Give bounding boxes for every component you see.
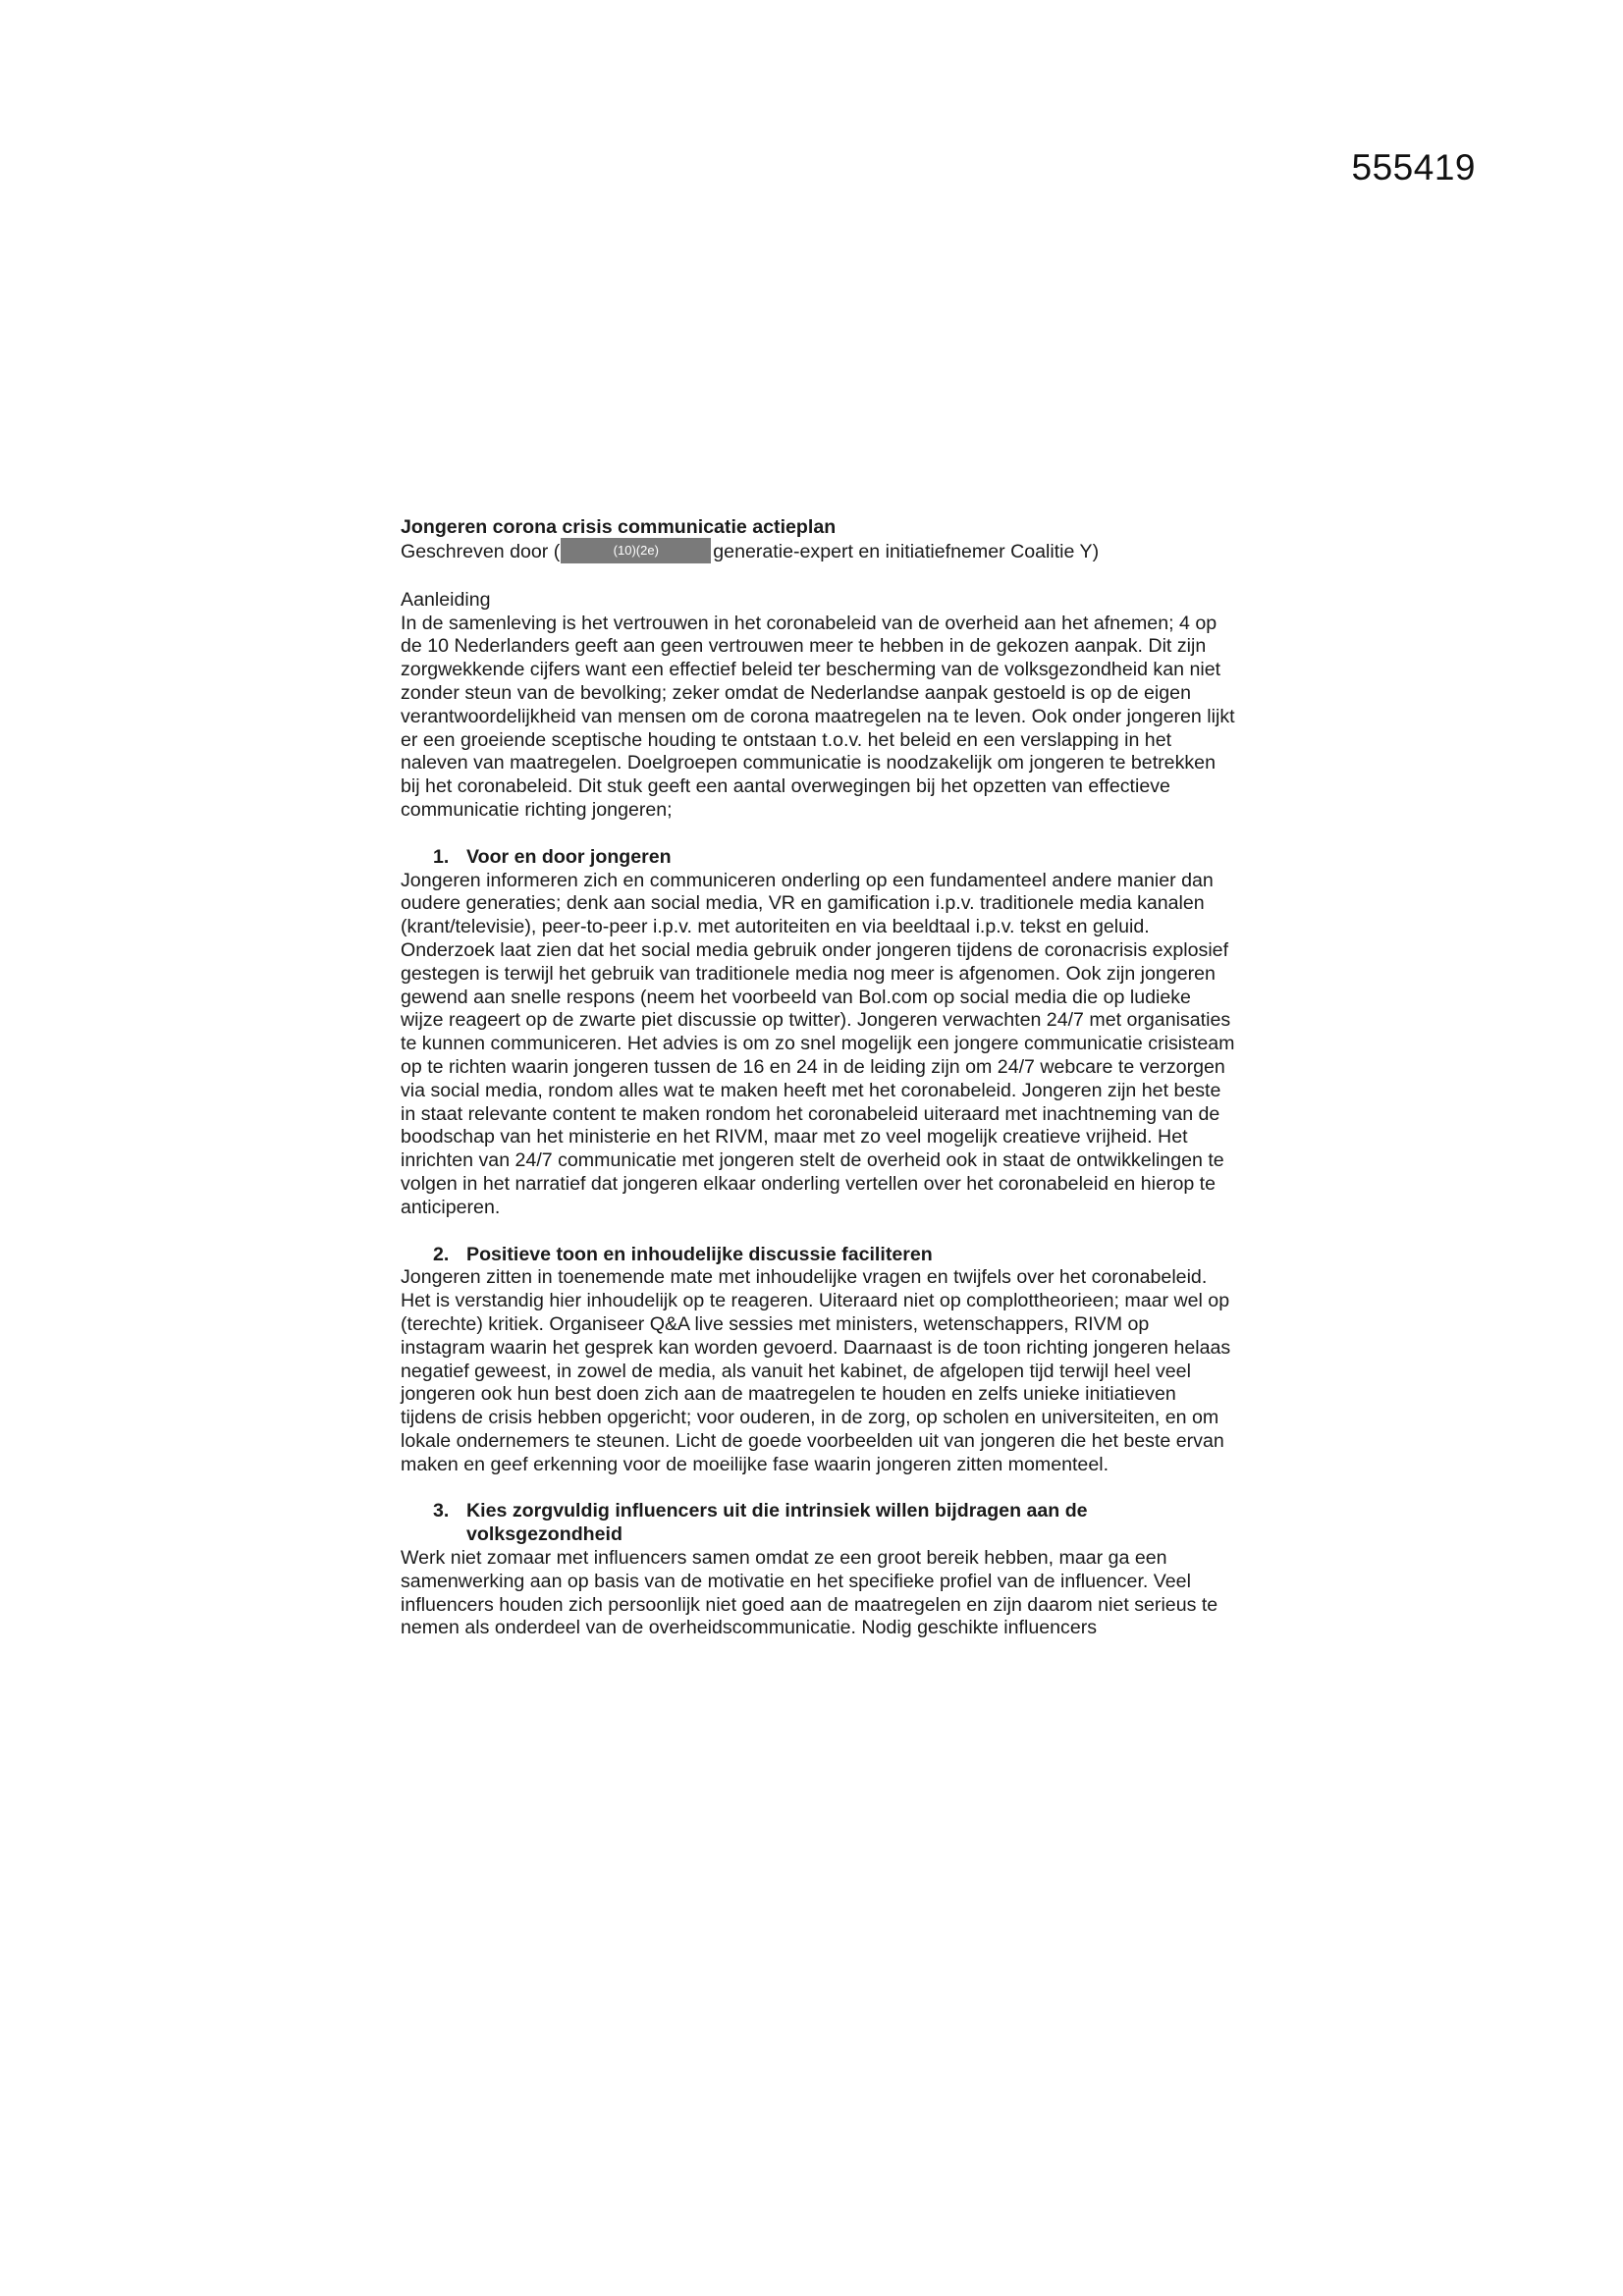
intro-heading: Aanleiding xyxy=(401,588,491,611)
document-id: 555419 xyxy=(1351,147,1476,187)
section-paragraph-1: Jongeren informeren zich en communiceren onderling op een fundamenteel andere manier dan oudere generaties; denk aan social media, VR en gamification i.p.v. traditionele media kanalen (krant/televisie), peer-to-peer i.p.v. met autoriteiten en via beeldtaal i.p.v. tekst en geluid. Onderzoek laat zien dat het social media gebruik onder jongeren tijdens de coronacrisis explosief gestegen is terwijl het gebruik van traditionele media nog meer is afgenomen. Ook zijn jongeren gewend aan snelle respons (neem het voorbeeld van Bol.com op social media die op ludieke wijze reageert op de zwarte piet discussie op twitter). Jongeren verwachten 24/7 met organisaties te kunnen communiceren. Het advies is om zo snel mogelijk een jongere communicatie crisisteam op te richten waarin jongeren tussen de 16 en 24 in de leiding zijn om 24/7 webcare te verzorgen via social media, rondom alles wat te maken heeft met het coronabeleid. Jongeren zijn het beste in staat relevante content te maken rondom het coronabeleid uiteraard met inachtneming van de boodschap van het ministerie en het RIVM, maar met zo veel mogelijk creatieve vrijheid. Het inrichten van 24/7 communicatie met jongeren stelt de overheid ook in staat de ontwikkelingen te volgen in het narratief dat jongeren elkaar onderling vertellen over het coronabeleid en hierop te anticiperen. xyxy=(401,869,1235,1218)
document-body xyxy=(401,516,1235,1640)
section-heading-1 xyxy=(401,846,1235,870)
section-heading-3 xyxy=(401,1500,1235,1547)
author-line xyxy=(401,540,1235,565)
section-paragraph-2: Jongeren zitten in toenemende mate met inhoudelijke vragen en twijfels over het coronabeleid. Het is verstandig hier inhoudelijk op te reageren. Uiteraard niet op complottheorieen; maar wel op (terechte) kritiek. Organiseer Q&A live sessies met ministers, wetenschappers, RIVM op instagram waarin het gesprek kan worden gevoerd. Daarnaast is de toon richting jongeren helaas negatief geweest, in zowel de media, als vanuit het kabinet, de afgelopen tijd terwijl heel veel jongeren ook hun best doen zich aan de maatregelen te houden en zelfs unieke initiatieven tijdens de crisis hebben opgericht; voor ouderen, in de zorg, op scholen en universiteiten, en om lokale ondernemers te steunen. Licht de goede voorbeelden uit van jongeren die het beste ervan maken en geef erkenning voor de moeilijke fase waarin jongeren zitten momenteel. xyxy=(401,1266,1231,1475)
section-title-2: Positieve toon en inhoudelijke discussie faciliteren xyxy=(466,1243,933,1265)
section-title-1: Voor en door jongeren xyxy=(466,845,672,868)
intro-paragraph: In de samenleving is het vertrouwen in het coronabeleid van de overheid aan het afnemen; 4 op de 10 Nederlanders geeft aan geen vertrouwen meer te hebben in de gekozen aanpak. Dit zijn zorgwekkende cijfers want een effectief beleid ter bescherming van de volksgezondheid kan niet zonder steun van de bevolking; zeker omdat de Nederlandse aanpak gestoeld is op de eigen verantwoordelijkheid van mensen om de corona maatregelen na te leven. Ook onder jongeren lijkt er een groeiende sceptische houding te ontstaan t.o.v. het beleid en een verslapping in het naleven van maatregelen. Doelgroepen communicatie is noodzakelijk om jongeren te betrekken bij het coronabeleid. Dit stuk geeft een aantal overwegingen bij het opzetten van effectieve communicatie richting jongeren; xyxy=(401,612,1235,821)
author-suffix: generatie-expert en initiatiefnemer Coalitie Y) xyxy=(713,540,1100,562)
document-title: Jongeren corona crisis communicatie actieplan xyxy=(401,516,837,538)
section-number-3: 3. xyxy=(433,1500,450,1522)
section-paragraph-3: Werk niet zomaar met influencers samen omdat ze een groot bereik hebben, maar ga een samenwerking aan op basis van de motivatie en het specifieke profiel van de influencer. Veel influencers houden zich persoonlijk niet goed aan de maatregelen en zijn daarom niet serieus te nemen als onderdeel van de overheidscommunicatie. Nodig geschikte influencers xyxy=(401,1547,1218,1639)
section-title-3: Kies zorgvuldig influencers uit die intrinsiek willen bijdragen aan de volksgezondheid xyxy=(466,1500,1088,1546)
section-heading-2 xyxy=(401,1244,1235,1267)
author-prefix: Geschreven door ( xyxy=(401,540,561,562)
redaction-box: (10)(2e) xyxy=(561,538,711,563)
section-number-1: 1. xyxy=(433,845,450,868)
section-number-2: 2. xyxy=(433,1243,450,1265)
